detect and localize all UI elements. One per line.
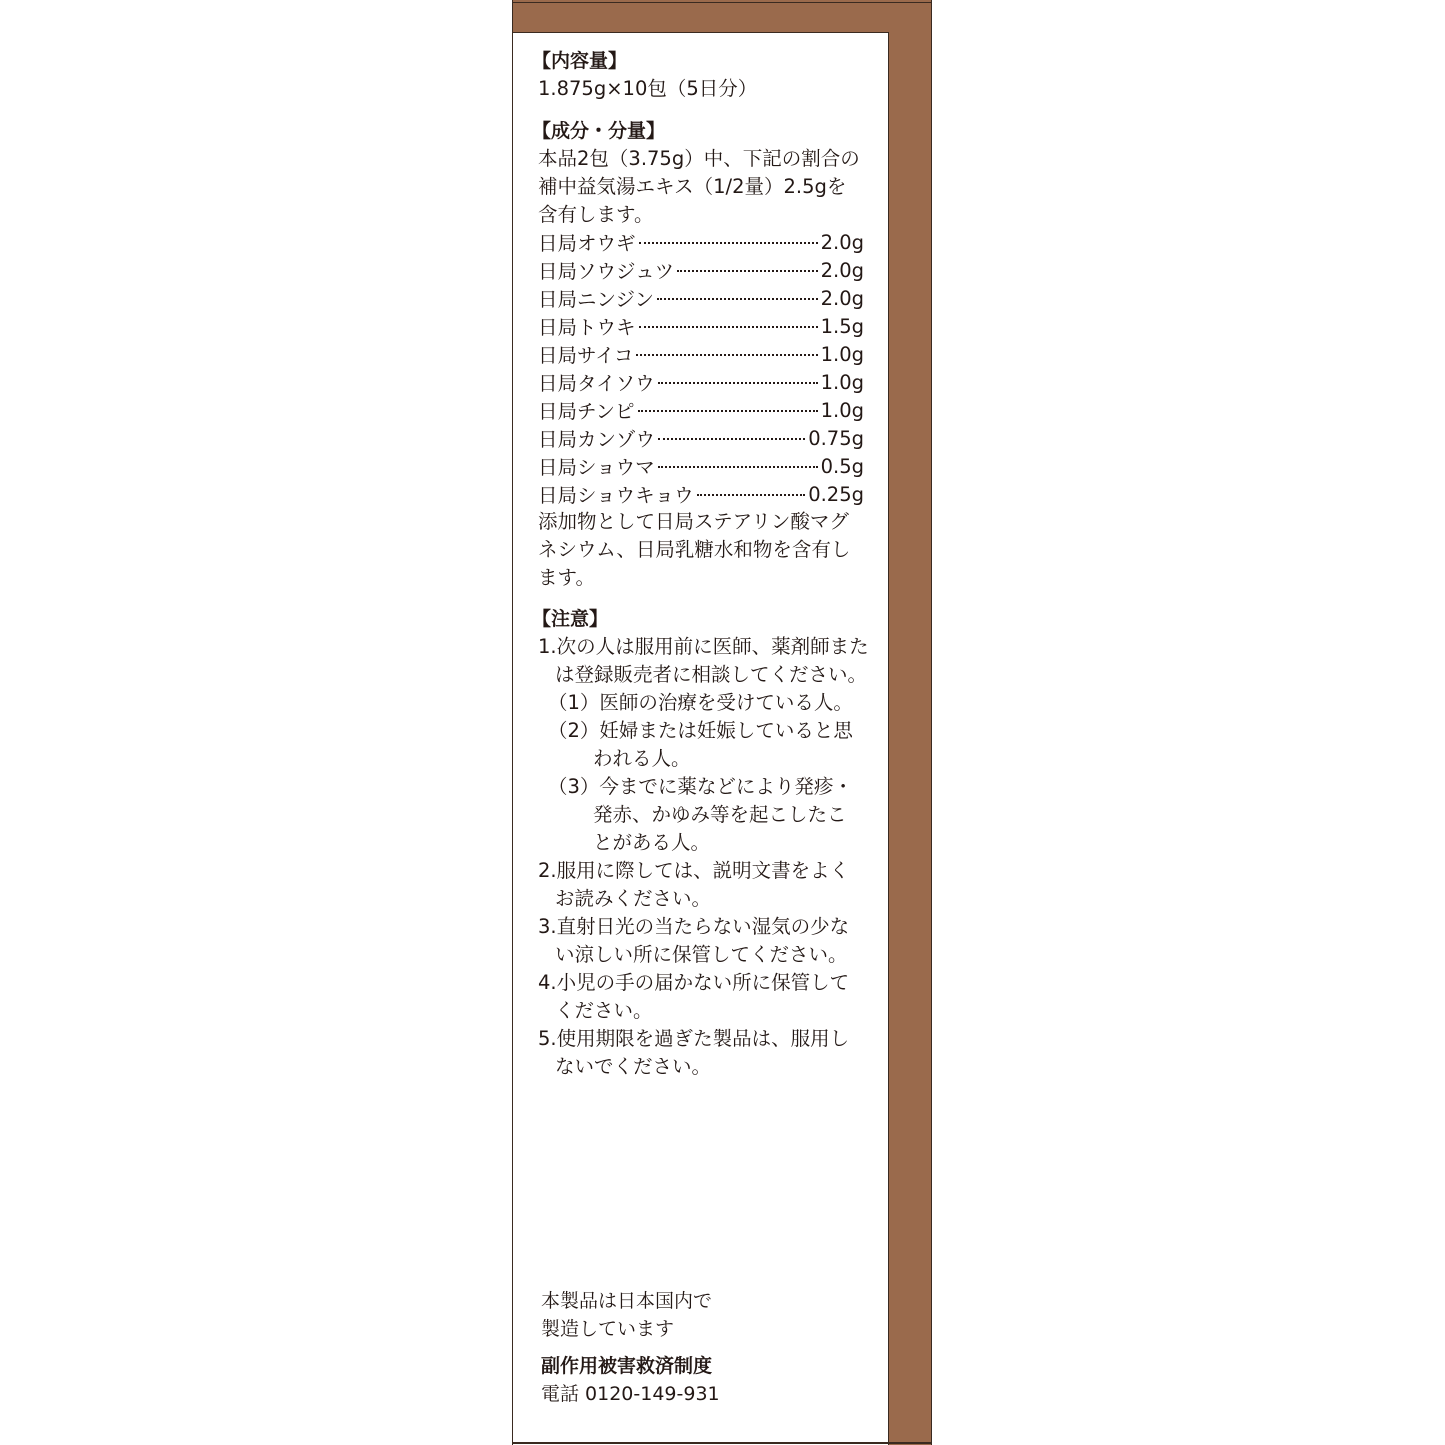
leader-dots [658,466,818,468]
leader-dots [638,410,818,412]
caution-line: ないでください。 [555,1055,712,1078]
cautions-heading: 【注意】 [532,608,609,630]
caution-line: 5.使用期限を過ぎた製品は、服用し [538,1027,850,1050]
ingredient-amount: 1.5g [820,314,864,338]
ingredients-heading: 【成分・分量】 [532,120,666,142]
caution-line: い涼しい所に保管してください。 [555,943,848,966]
ingredient-name: 日局トウキ [538,316,636,339]
caution-line: われる人。 [593,747,691,770]
leader-dots [639,242,818,244]
ingredient-name: 日局サイコ [538,344,634,367]
caution-line: 1.次の人は服用前に医師、薬剤師また [538,635,869,658]
leader-dots [697,494,806,496]
ingredient-row [538,396,864,424]
ingredient-row [538,284,864,312]
caution-line: とがある人。 [593,831,711,854]
ingredient-row [538,452,864,480]
ingredients-intro [538,145,883,229]
ingredient-name: 日局ショウマ [538,456,655,479]
ingredient-row [538,368,864,396]
intro-line: 補中益気湯エキス（1/2量）2.5gを [538,175,847,198]
ingredient-amount: 1.0g [820,398,864,422]
caution-line: 2.服用に際しては、説明文書をよく [538,859,850,882]
ingredient-amount: 1.0g [820,342,864,366]
ingredient-row [538,480,864,508]
ingredient-amount: 2.0g [820,258,864,282]
ingredient-amount: 0.75g [808,426,864,450]
ingredient-row [538,340,864,368]
leader-dots [658,382,818,384]
made-in-line: 製造しています [541,1318,675,1340]
additives-line: ます。 [538,566,595,589]
intro-line: 含有します。 [538,203,654,226]
caution-line: 3.直射日光の当たらない湿気の少な [538,915,850,938]
ingredient-row [538,312,864,340]
caution-line: は登録販売者に相談してください。 [555,663,868,686]
caution-line: ください。 [555,999,653,1022]
ingredient-name: 日局ショウキョウ [538,484,694,507]
leader-dots [677,270,817,272]
ingredient-name: 日局カンゾウ [538,428,656,451]
ingredient-name: 日局オウギ [538,232,636,255]
ingredient-row [538,424,864,452]
leader-dots [639,326,818,328]
made-in-line: 本製品は日本国内で [541,1290,713,1312]
contents-value: 1.875g×10包（5日分） [538,77,758,100]
ingredient-name: 日局ニンジン [538,288,655,311]
caution-line: （1）医師の治療を受けている人。 [548,691,853,714]
panel-top-edge [513,2,931,3]
ingredient-row [538,256,864,284]
contents-heading: 【内容量】 [532,50,628,72]
intro-line: 本品2包（3.75g）中、下記の割合の [538,147,860,170]
ingredient-name: 日局チンピ [538,400,635,423]
caution-line: （2）妊婦または妊娠していると思 [548,719,853,742]
relief-system-heading: 副作用被害救済制度 [541,1355,713,1377]
ingredient-amount: 2.0g [820,230,864,254]
additives-line: 添加物として日局ステアリン酸マグ [538,510,849,533]
relief-phone: 電話 0120-149-931 [541,1383,720,1405]
ingredient-amount: 1.0g [820,370,864,394]
caution-line: （3）今までに薬などにより発疹・ [548,775,853,798]
caution-line: 4.小児の手の届かない所に保管して [538,971,850,994]
additives-line: ネシウム、日局乳糖水和物を含有し [538,538,851,561]
caution-line: 発赤、かゆみ等を起こしたこ [593,803,847,826]
leader-dots [636,354,817,356]
ingredient-name: 日局タイソウ [538,372,655,395]
ingredient-name: 日局ソウジュツ [538,260,675,283]
panel-bottom-edge [512,1442,932,1444]
additives-text [538,508,883,592]
leader-dots [657,298,818,300]
ingredient-amount: 0.25g [808,482,864,506]
caution-line: お読みください。 [555,887,712,910]
ingredient-amount: 2.0g [820,286,864,310]
leader-dots [658,438,805,440]
ingredient-amount: 0.5g [820,454,864,478]
ingredient-row [538,228,864,256]
